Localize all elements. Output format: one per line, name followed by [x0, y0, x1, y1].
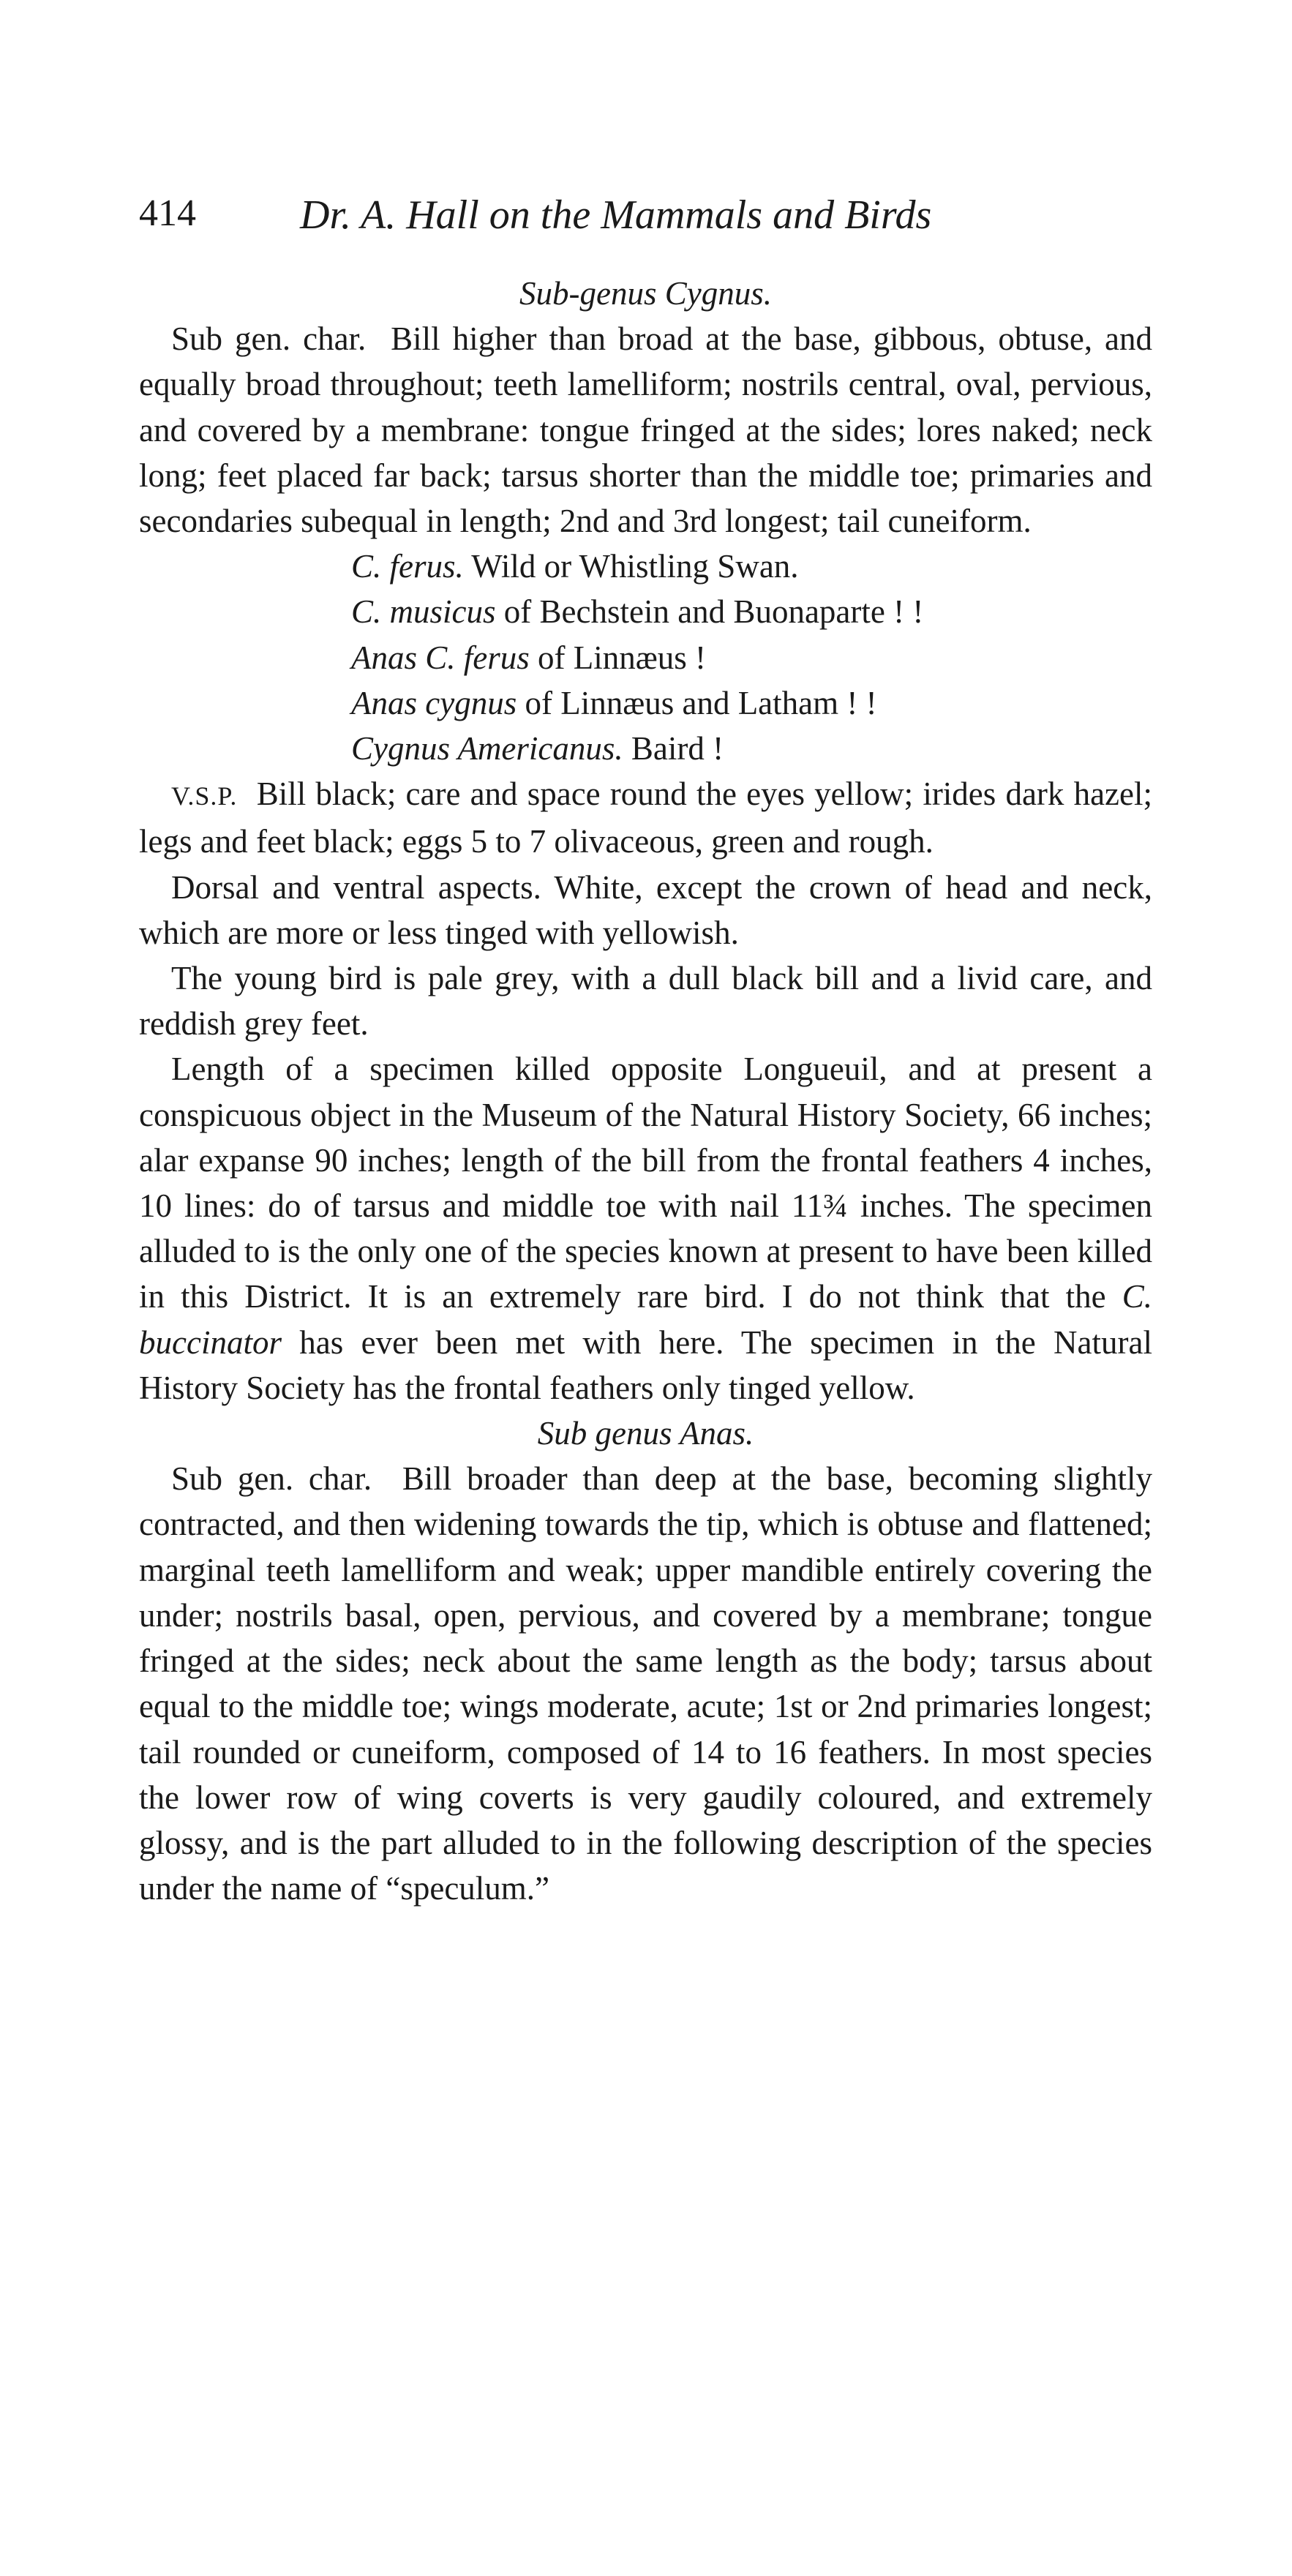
page-number: 414 [139, 192, 196, 234]
synonym-name: Cygnus Americanus. [351, 730, 623, 767]
char-lead: Sub gen. char. [171, 320, 367, 358]
synonym-line [351, 635, 1152, 680]
synonym-line [351, 680, 1152, 726]
section-heading-anas: Sub genus Anas. [537, 1415, 754, 1452]
subgenus-characters-anas [139, 1456, 1152, 1911]
page-header [139, 192, 1149, 250]
synonym-authority: Baird ! [623, 730, 724, 767]
vsp-paragraph [139, 771, 1152, 864]
char-lead: Sub gen. char. [171, 1460, 372, 1498]
synonym-authority: Wild or Whistling Swan. [463, 548, 799, 585]
synonym-line [351, 726, 1152, 771]
synonym-authority: of Bechstein and Buonaparte ! ! [495, 593, 924, 631]
page-body [139, 271, 1152, 1911]
vsp-label: V.S.P. [171, 781, 238, 811]
young-paragraph: The young bird is pale grey, with a dull black bill and a livid care, and reddish grey feet. [139, 960, 1152, 1043]
synonym-list [139, 544, 1152, 771]
synonym-name: Anas cygnus [351, 684, 517, 721]
dorsal-paragraph: Dorsal and ventral aspects. White, except the crown of head and neck, which are more or less tinged with yellowish. [139, 868, 1152, 951]
synonym-name: C. musicus [351, 593, 496, 631]
vsp-text: Bill black; care and space round the eyes yellow; irides dark hazel; legs and feet black; eggs 5 to 7 olivaceous, green and rough. [139, 776, 1152, 860]
length-text-c: has ever been met with here. The specimen in the Natural History Society has the frontal feathers only tinged yellow. [139, 1323, 1152, 1406]
synonym-line [351, 544, 1152, 589]
synonym-name: C. ferus. [351, 548, 464, 585]
species-name: C. buccinator [139, 1278, 1152, 1361]
char-text: Bill broader than deep at the base, becoming slightly contracted, and then widening towards the tip, which is obtuse and flattened; marginal teeth lamelliform and weak; upper mandible entirely covering the under; nostrils basal, open, pervious, and covered by a membrane; tongue fringed at the sides; neck about the same length as the body; tarsus about equal to the middle toe; wings moderate, acute; 1st or 2nd primaries longest; tail rounded or cuneiform, composed of 14 to 16 feathers. In most species the lower row of wing coverts is very gaudily coloured, and extremely glossy, and is the part alluded to in the following description of the species under the name of “speculum.” [139, 1460, 1153, 1907]
synonym-line [351, 589, 1152, 634]
synonym-authority: of Linnæus ! [529, 639, 707, 676]
length-text-a: Length of a specimen killed opposite Longueuil, and at present a conspicuous object in the Museum of the Natural History Society, 66 inches; alar expanse 90 inches; length of the bill from the frontal feathers 4 inches, 10 lines: do of tarsus and middle toe with nail 11¾ inches. The specimen alluded to is the only one of the species known at present to have been killed in this District. It is an extremely rare bird. I do not think that the [139, 1051, 1152, 1315]
section-heading-cygnus: Sub-genus Cygnus. [519, 275, 772, 312]
length-paragraph [139, 1046, 1152, 1411]
char-text: Bill higher than broad at the base, gibbous, obtuse, and equally broad throughout; teeth lamelliform; nostrils central, oval, pervious, and covered by a membrane: tongue fringed at the sides; lores naked; neck long; feet placed far back; tarsus shorter than the middle toe; primaries and secondaries subequal in length; 2nd and 3rd longest; tail cuneiform. [139, 320, 1152, 540]
running-title: Dr. A. Hall on the Mammals and Birds [300, 192, 932, 238]
synonym-authority: of Linnæus and Latham ! ! [517, 684, 877, 721]
synonym-name: Anas C. ferus [351, 639, 530, 676]
subgenus-characters-cygnus [139, 316, 1152, 544]
